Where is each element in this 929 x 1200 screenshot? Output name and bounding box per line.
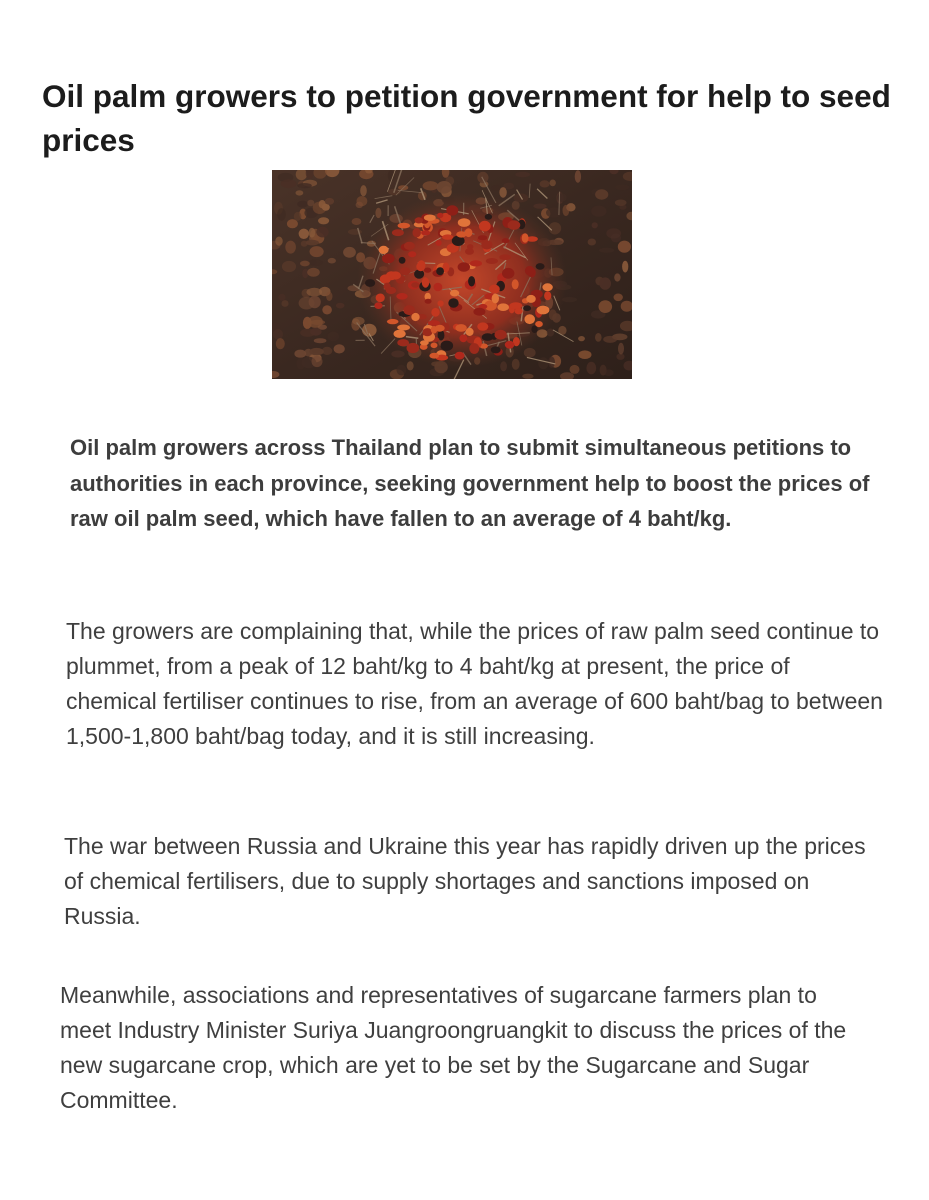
article-paragraph: The war between Russia and Ukraine this year has rapidly driven up the prices of chemical fertilisers, due to supply shortages and sanctions imposed on Russia. <box>64 833 866 929</box>
article-photo <box>272 170 632 379</box>
article-paragraph: Meanwhile, associations and representatives of sugarcane farmers plan to meet Industry Minister Suriya Juangroongruangkit to discuss the prices of the new sugarcane crop, which are yet to be set by the Sugarcane and Sugar Committee. <box>60 982 847 1113</box>
article-paragraph: The growers are complaining that, while the prices of raw palm seed continue to plummet, from a peak of 12 baht/kg to 4 baht/kg at present, the price of chemical fertiliser continues to rise, from an average of 600 baht/bag to between 1,500-1,800 baht/bag today, and it is still increasing. <box>66 618 883 749</box>
article-headline: Oil palm growers to petition government for help to seed prices <box>42 78 891 158</box>
oil-palm-fruit-image <box>272 170 632 379</box>
article-lead: Oil palm growers across Thailand plan to submit simultaneous petitions to authorities in each province, seeking government help to boost the prices of raw oil palm seed, which have fallen to an average of 4 baht/kg. <box>70 435 870 531</box>
